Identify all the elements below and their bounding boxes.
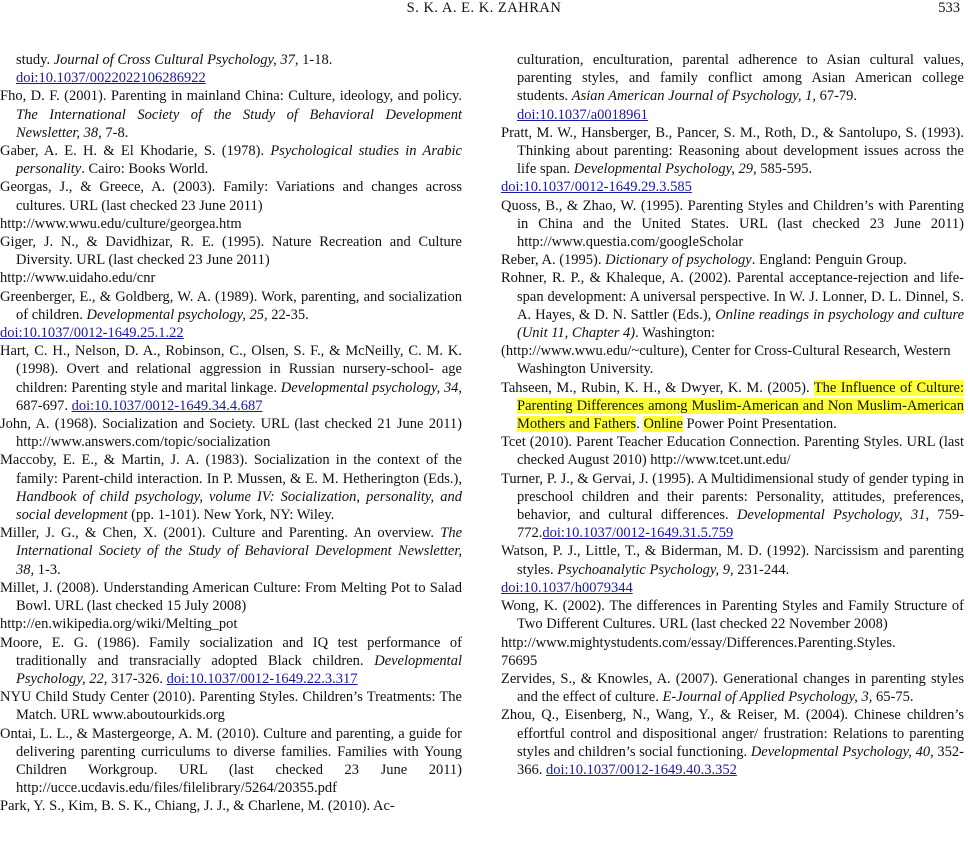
reference-entry	[0, 451, 462, 524]
reference-text: Rohner, R. P., & Khaleque, A. (2002). Parental acceptance-rejection and life-span development: A universal perspective. In W. J. Lonner, D. L. Dinnel, S. A. Hayes, & D. N. Sattler (Eds.),	[501, 270, 964, 323]
reference-entry	[0, 288, 462, 343]
reference-text: Millet, J. (2008). Understanding American Culture: From Melting Pot to Salad Bowl. URL (last checked 15 July 2008)	[0, 579, 462, 615]
reference-entry	[0, 51, 462, 87]
reference-column-right	[501, 51, 964, 779]
reference-entry	[501, 124, 964, 197]
reference-text: Turner, P. J., & Gervai, J. (1995). A Multidimensional study of gender typing in preschool children and their parents: Personality, attitudes, preferences, behavior, and cultural differences.	[501, 470, 964, 524]
reference-text: Tahseen, M., Rubin, K. H., & Dwyer, K. M. (2005).	[501, 379, 814, 396]
journal-title: The International Society of the Study of Behavioral Development Newsletter, 38,	[16, 106, 462, 141]
journal-title: Online readings in psychology and culture (Unit 11, Chapter 4)	[517, 306, 965, 342]
reference-text: Miller, J. G., & Chen, X. (2001). Culture and Parenting. An overview.	[0, 525, 441, 542]
url-line: 76695	[501, 652, 538, 669]
journal-title: Asian American Journal of Psychology, 1,	[571, 88, 816, 105]
journal-title: The International Society of the Study of Behavioral Development Newsletter, 38,	[16, 525, 462, 578]
reference-entry	[0, 178, 462, 233]
reference-entry	[501, 433, 964, 469]
reference-text: Tcet (2010). Parent Teacher Education Connection. Parenting Styles. URL (last checked August 2010) http://www.tcet.unt.edu/	[501, 434, 964, 469]
reference-text: 687-697.	[16, 397, 72, 414]
reference-text: 1-18.	[298, 52, 333, 68]
reference-text: Gaber, A. E. H. & El Khodarie, S. (1978).	[0, 143, 271, 160]
url-line: http://www.mightystudents.com/essay/Differences.Parenting.Styles.	[501, 634, 896, 651]
doi-link[interactable]: doi:10.1037/0022022106286922	[16, 70, 206, 87]
reference-text: Hart, C. H., Nelson, D. A., Robinson, C., Olsen, S. F., & McNeilly, C. M. K. (1998). Overt and relational aggression in Russian nursery-school- age children: Parenting style and marital linkage.	[0, 343, 462, 396]
reference-entry	[501, 379, 964, 434]
reference-text: (http://www.wwu.edu/~culture), Center for Cross-Cultural Research, Western Washington University.	[501, 343, 951, 378]
reference-text: Ontai, L. L., & Mastergeorge, A. M. (2010). Culture and parenting, a guide for delivering parenting curriculums to diverse families. Families with Young Children Workgroup. URL (last checked 23 June 2011) http://ucce.ucdavis.edu/files/filelibrary/5264/20355.pdf	[0, 725, 462, 797]
reference-text: Park, Y. S., Kim, B. S. K., Chiang, J. J., & Charlene, M. (2010). Ac-	[0, 798, 395, 815]
reference-text: Quoss, B., & Zhao, W. (1995). Parenting Styles and Children’s with Parenting in China and the United States. URL (last checked 23 June 2011) http://www.questia.com/googleScholar	[501, 197, 964, 251]
journal-title: Dictionary of psychology	[605, 252, 752, 269]
doi-link[interactable]: doi:10.1037/a0018961	[517, 106, 648, 123]
doi-line	[517, 106, 964, 124]
reference-entry	[501, 269, 964, 378]
reference-text: 759-772.	[517, 507, 964, 542]
reference-text: Fho, D. F. (2001). Parenting in mainland China: Culture, ideology, and policy.	[0, 88, 462, 105]
doi-link[interactable]: doi:10.1037/0012-1649.29.3.585	[501, 179, 692, 196]
reference-text: culturation, enculturation, parental adherence to Asian cultural values, parenting styles, and family conflict among Asian American college students.	[517, 52, 964, 105]
doi-line	[501, 178, 964, 196]
journal-title: E-Journal of Applied Psychology, 3,	[662, 689, 873, 706]
page-number: 533	[938, 0, 960, 16]
doi-line	[501, 579, 964, 597]
reference-entry	[0, 87, 462, 142]
reference-entry	[0, 233, 462, 288]
doi-link[interactable]: doi:10.1037/h0079344	[501, 579, 633, 596]
reference-text: 352-366.	[517, 743, 964, 778]
reference-text: NYU Child Study Center (2010). Parenting Styles. Children’s Treatments: The Match. URL www.aboutourkids.org	[0, 689, 462, 724]
journal-title: Developmental Psychology, 22,	[16, 652, 462, 687]
reference-text: 22-35.	[267, 306, 309, 323]
reference-text: Wong, K. (2002). The differences in Parenting Styles and Family Structure of Two Different Cultures. URL (last checked 22 November 2008)	[501, 598, 964, 633]
journal-title: Developmental Psychology, 40,	[750, 743, 934, 760]
reference-entry	[501, 251, 964, 269]
reference-text: 231-244.	[733, 561, 790, 578]
reference-entry	[0, 579, 462, 634]
url-line: http://en.wikipedia.org/wiki/Melting_pot	[0, 616, 238, 633]
running-header	[0, 0, 968, 22]
reference-entry	[0, 415, 462, 451]
reference-text: Power Point Presentation.	[682, 416, 837, 433]
reference-entry	[0, 688, 462, 724]
reference-text: Reber, A. (1995).	[501, 252, 606, 269]
doi-link[interactable]: doi:10.1037/0012-1649.31.5.759	[542, 525, 734, 542]
reference-text: Giger, J. N., & Davidhizar, R. E. (1995). Nature Recreation and Culture Diversity. URL (last checked 23 June 2011)	[0, 234, 462, 269]
running-title: S. K. A. E. K. ZAHRAN	[406, 0, 562, 16]
reference-text: . Washington:	[635, 325, 716, 342]
journal-title: Psychoanalytic Psychology, 9,	[557, 561, 734, 578]
highlighted-text: The Influence of Culture: Parenting Differences among Muslim-American and Non Muslim-American Mothers and Fathers	[517, 379, 965, 433]
reference-text: Zhou, Q., Eisenberg, N., Wang, Y., & Reiser, M. (2004). Chinese children’s effortful control and dispositional anger/ frustration: Relations to parenting styles and children’s social functioning.	[501, 707, 964, 760]
reference-text: Moore, E. G. (1986). Family socialization and IQ test performance of traditionally and transracially adopted Black children.	[0, 634, 462, 669]
reference-entry	[0, 725, 462, 798]
reference-text: . England: Penguin Group.	[751, 252, 907, 269]
doi-line	[16, 69, 462, 87]
reference-text: 317-326.	[107, 670, 167, 687]
reference-entry	[0, 634, 462, 689]
reference-entry	[0, 797, 462, 815]
reference-entry	[501, 597, 964, 670]
reference-text: .	[636, 416, 644, 433]
reference-text: Maccoby, E. E., & Martin, J. A. (1983). Socialization in the context of the family: Parent-child interaction. In P. Mussen, & E. M. Hetherington (Eds.),	[0, 452, 462, 487]
reference-text: 65-75.	[872, 689, 914, 706]
url-line: http://www.wwu.edu/culture/georgea.htm	[0, 215, 242, 232]
reference-column-left	[0, 51, 462, 816]
reference-text: John, A. (1968). Socialization and Society. URL (last checked 21 June 2011) http://www.answers.com/topic/socialization	[0, 416, 462, 451]
url-line: http://www.uidaho.edu/cnr	[0, 270, 156, 287]
journal-title: Psychological studies in Arabic personality	[16, 143, 462, 178]
reference-text: 7-8.	[101, 124, 129, 141]
reference-text: Pratt, M. W., Hansberger, B., Pancer, S. M., Roth, D., & Santolupo, S. (1993). Thinking about parenting: Reasoning about development issues across the life span.	[501, 124, 964, 178]
reference-entry	[0, 524, 462, 579]
doi-link[interactable]: doi:10.1037/0012-1649.40.3.352	[546, 761, 737, 778]
journal-title: Journal of Cross Cultural Psychology, 37,	[53, 52, 299, 68]
reference-text: . Cairo: Books World.	[81, 161, 209, 178]
journal-title: Developmental Psychology, 31,	[736, 507, 930, 524]
reference-text: Watson, P. J., Little, T., & Biderman, M. D. (1992). Narcissism and parenting styles.	[501, 543, 964, 578]
reference-entry	[501, 197, 964, 252]
journal-title: Developmental psychology, 25,	[86, 306, 268, 323]
reference-entry	[501, 470, 964, 543]
reference-text: (pp. 1-101). New York, NY: Wiley.	[127, 507, 335, 524]
reference-text: 585-595.	[756, 161, 813, 178]
doi-line	[0, 324, 462, 342]
reference-text: Georgas, J., & Greece, A. (2003). Family: Variations and changes across cultures. URL (last checked 23 June 2011)	[0, 179, 462, 214]
doi-link[interactable]: doi:10.1037/0012-1649.34.4.687	[71, 397, 263, 414]
doi-link[interactable]: doi:10.1037/0012-1649.25.1.22	[0, 325, 184, 342]
reference-text: Zervides, S., & Knowles, A. (2007). Generational changes in parenting styles and the effect of culture.	[501, 670, 964, 706]
reference-text: 1-3.	[34, 561, 61, 578]
journal-title: Developmental Psychology, 29,	[573, 161, 757, 178]
reference-entry	[0, 142, 462, 178]
reference-entry	[501, 51, 964, 124]
reference-text: Greenberger, E., & Goldberg, W. A. (1989). Work, parenting, and socialization of children.	[0, 288, 462, 323]
reference-text: 67-79.	[815, 88, 858, 105]
reference-text: study.	[16, 52, 54, 68]
journal-title: Developmental psychology, 34,	[280, 379, 462, 396]
reference-entry	[501, 542, 964, 597]
highlighted-text: Online	[643, 416, 683, 433]
doi-link[interactable]: doi:10.1037/0012-1649.22.3.317	[166, 670, 358, 687]
reference-entry	[501, 706, 964, 779]
reference-entry	[0, 342, 462, 415]
reference-entry	[501, 670, 964, 706]
journal-title: Handbook of child psychology, volume IV: Socialization, personality, and social development	[16, 488, 462, 524]
